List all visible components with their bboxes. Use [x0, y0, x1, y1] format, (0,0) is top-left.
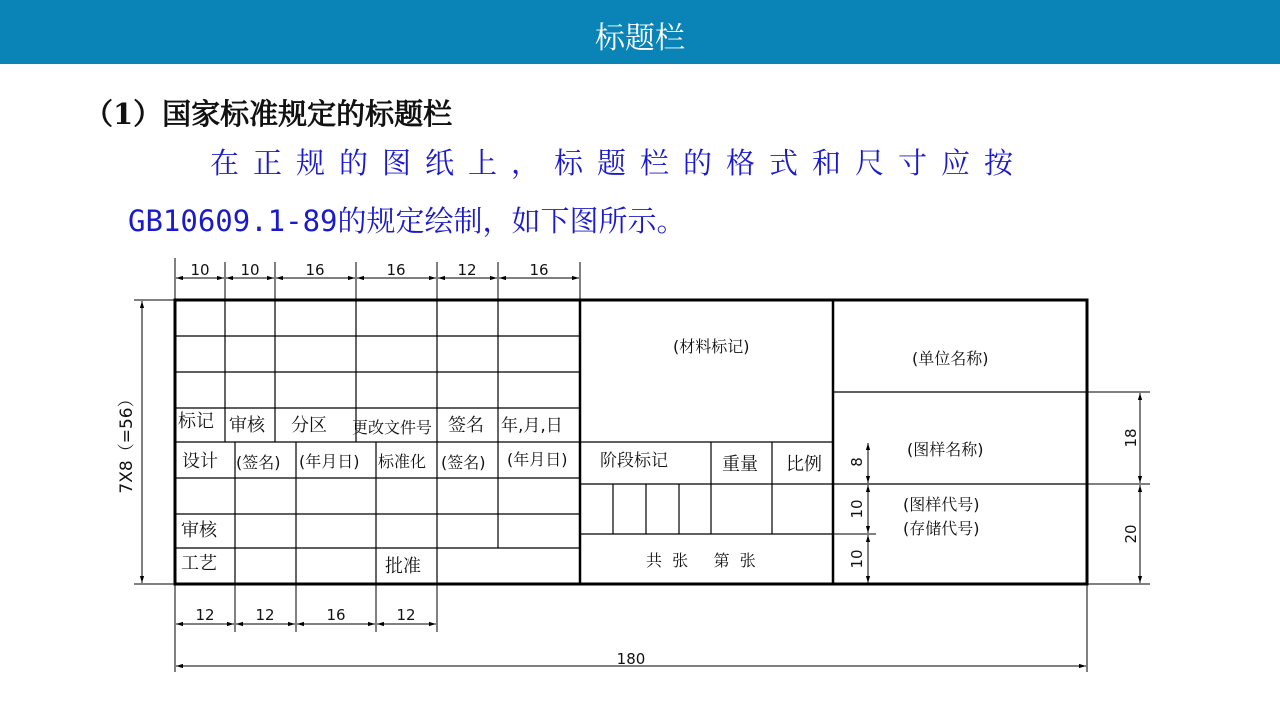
cell-design: 设计 — [182, 451, 218, 472]
top-dimensions — [175, 258, 580, 300]
cell-design-date: (年月日) — [299, 452, 360, 471]
inner-dim-3: 10 — [848, 549, 866, 569]
cell-zone: 分区 — [291, 415, 327, 436]
cell-sign: 签名 — [448, 415, 484, 436]
bottom-dim-2: 12 — [255, 606, 275, 624]
cell-date: 年,月,日 — [501, 416, 563, 436]
cell-mark: 标记 — [178, 411, 214, 432]
cell-design-sign: (签名) — [236, 453, 281, 472]
top-dim-5: 12 — [457, 261, 477, 279]
right-dimensions — [1087, 392, 1150, 584]
right-dim-2: 20 — [1122, 524, 1140, 544]
cell-std-date: (年月日) — [507, 450, 568, 469]
top-dim-4: 16 — [386, 261, 406, 279]
cell-change-doc: 更改文件号 — [352, 418, 433, 437]
cell-review: 审核 — [181, 520, 217, 541]
left-dimension — [134, 300, 175, 584]
cell-scale: 比例 — [786, 454, 822, 475]
cell-std-sign: (签名) — [441, 453, 486, 472]
slide-title: 标题栏 — [595, 21, 685, 56]
inner-dim-1: 8 — [848, 457, 866, 467]
bottom-dim-1: 12 — [195, 606, 215, 624]
top-dim-2: 10 — [240, 261, 260, 279]
right-grid — [833, 392, 1087, 484]
cell-craft: 工艺 — [181, 553, 217, 574]
section-heading: （1）国家标准规定的标题栏 — [84, 97, 453, 131]
total-dim: 180 — [616, 650, 646, 668]
bottom-dim-3: 16 — [326, 606, 346, 624]
cell-drawing-code: (图样代号) — [903, 495, 980, 514]
left-upper-grid — [175, 300, 580, 584]
cell-drawing-name: (图样名称) — [907, 440, 984, 459]
cell-approve: 批准 — [385, 556, 421, 577]
left-dim-label: 7X8（=56） — [117, 390, 137, 494]
cell-review-top: 审核 — [229, 415, 265, 436]
top-dim-1: 10 — [190, 261, 210, 279]
cell-storage-code: (存储代号) — [903, 519, 980, 538]
paragraph-line-1: 在正规的图纸上，标题栏的格式和尺寸应按 — [210, 146, 1028, 180]
cell-sheets: 共 张 第 张 — [646, 551, 756, 570]
bottom-dim-4: 12 — [396, 606, 416, 624]
cell-weight: 重量 — [722, 454, 758, 475]
cell-material: (材料标记) — [673, 337, 750, 356]
cell-stage: 阶段标记 — [600, 451, 668, 471]
top-dim-3: 16 — [305, 261, 325, 279]
inner-dim-2: 10 — [848, 499, 866, 519]
paragraph-line-2: GB10609.1-89的规定绘制，如下图所示。 — [128, 204, 686, 238]
right-dim-1: 18 — [1122, 428, 1140, 448]
cell-unit-name: (单位名称) — [912, 349, 989, 368]
cell-standardize: 标准化 — [378, 452, 427, 471]
top-dim-6: 16 — [529, 261, 549, 279]
